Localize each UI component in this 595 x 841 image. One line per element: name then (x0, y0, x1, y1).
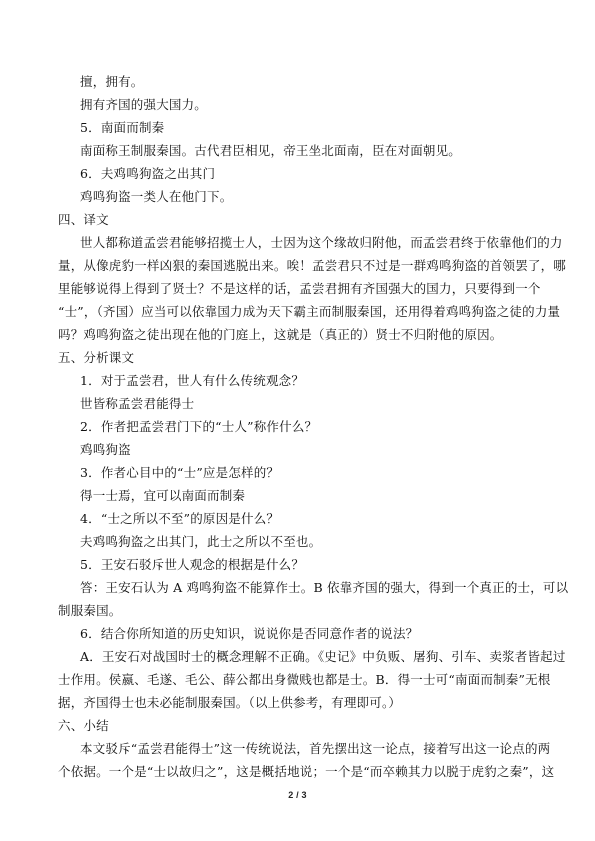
text-line: 2．作者把孟尝君门下的“士人”称作什么？ (80, 419, 318, 434)
text-line: 3．作者心目中的“士”应是怎样的？ (80, 465, 280, 480)
text-line: 6．结合你所知道的历史知识，说说你是否同意作者的说法？ (80, 626, 419, 641)
text-line: 6．夫鸡鸣狗盗之出其门 (80, 166, 216, 181)
text-line: 据，齐国得士也未必能制服秦国。（以上供参考，有理即可。） (58, 695, 402, 710)
text-line: 夫鸡鸣狗盗之出其门，此士之所以不至也。 (80, 534, 322, 549)
section-heading: 四、译文 (58, 212, 109, 227)
text-line: 量，从像虎豹一样凶狠的秦国逃脱出来。唉！孟尝君只不过是一群鸡鸣狗盗的首领罢了，哪 (58, 258, 567, 273)
text-line: 5．王安石驳斥世人观念的根据是什么？ (80, 557, 305, 572)
section-heading: 五、分析课文 (58, 350, 135, 365)
text-line: 1．对于孟尝君，世人有什么传统观念？ (80, 373, 305, 388)
text-line: 里能够说得上得到了贤士？不是这样的话，孟尝君拥有齐国强大的国力，只要得到一个 (58, 281, 541, 296)
document-body (58, 70, 569, 783)
text-line: 4．“士之所以不至”的原因是什么？ (80, 511, 280, 526)
text-line: 制服秦国。 (58, 603, 122, 618)
page-number: 2 / 3 (288, 790, 307, 800)
text-line: 5．南面而制秦 (80, 120, 165, 135)
text-line: 世皆称孟尝君能得士 (80, 396, 195, 411)
text-line: 世人都称道孟尝君能够招揽士人，士因为这个缘故归附他，而孟尝君终于依靠他们的力 (80, 235, 563, 250)
text-line: 鸡鸣狗盗一类人在他门下。 (80, 189, 233, 204)
text-line: 个依据。一个是“士以故归之”，这是概括地说；一个是“而卒赖其力以脱于虎豹之秦”，这 (58, 764, 555, 779)
text-line: 士作用。侯嬴、毛遂、毛公、薛公都出身微贱也都是士。B．得一士可“南面而制秦”无根 (58, 672, 551, 687)
text-line: A．王安石对战国时士的概念理解不正确。《史记》中负贩、屠狗、引车、卖浆者皆起过 (80, 649, 566, 664)
section-heading: 六、小结 (58, 718, 109, 733)
text-line: “士”，（齐国）应当可以依靠国力成为天下霸主而制服秦国，还用得着鸡鸣狗盗之徒的力量 (58, 304, 561, 319)
text-line: 鸡鸣狗盗 (80, 442, 131, 457)
text-line: 本文驳斥“孟尝君能得士”这一传统说法，首先摆出这一论点，接着写出这一论点的两 (80, 741, 551, 756)
text-line: 答：王安石认为 A 鸡鸣狗盗不能算作士。B 依靠齐国的强大，得到一个真正的士，可以 (80, 580, 569, 595)
text-line: 南面称王制服秦国。古代君臣相见，帝王坐北面南，臣在对面朝见。 (80, 143, 462, 158)
text-line: 拥有齐国的强大国力。 (80, 97, 208, 112)
text-line: 吗？鸡鸣狗盗之徒出现在他的门庭上，这就是（真正的）贤士不归附他的原因。 (58, 327, 503, 342)
text-line: 得一士焉，宜可以南面而制秦 (80, 488, 246, 503)
text-line: 擅，拥有。 (80, 74, 144, 89)
